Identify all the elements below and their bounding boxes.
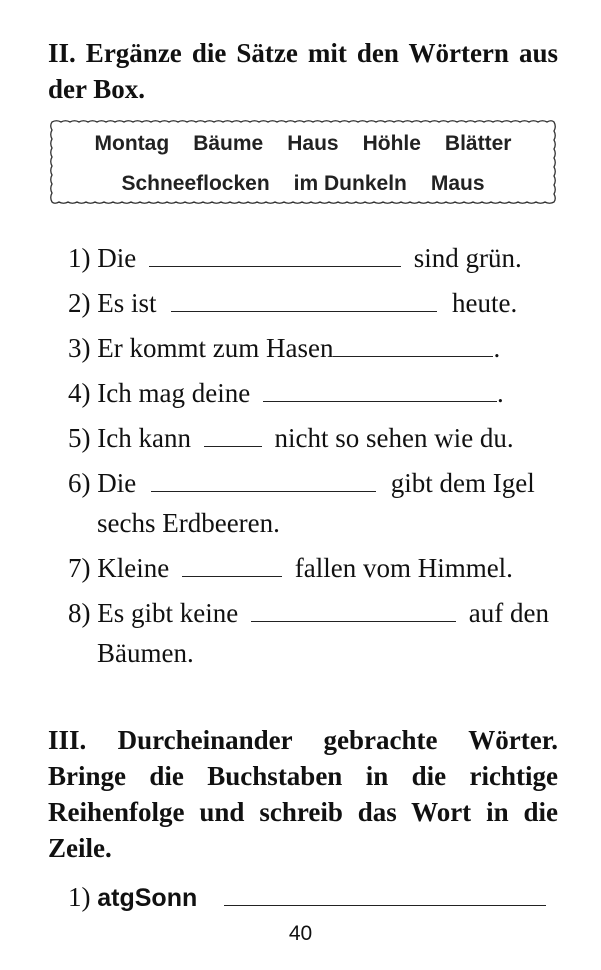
item-continuation: sechs Erdbeeren. [97, 508, 280, 538]
item-number: 5) [68, 423, 91, 453]
item-number: 8) [68, 598, 91, 628]
scramble-item [68, 877, 558, 918]
item-number: 6) [68, 468, 91, 498]
box-word: Schneeflocken [121, 172, 270, 195]
item-text-after: . [496, 378, 504, 408]
box-word: Montag [94, 132, 170, 155]
exercise-item [68, 418, 558, 458]
item-text-before: Es gibt keine [97, 598, 239, 628]
item-text-before: Er kommt zum Hasen [97, 333, 334, 363]
item-number: 4) [68, 378, 91, 408]
item-text-before: Kleine [97, 553, 170, 583]
box-word: im Dunkeln [293, 172, 407, 195]
item-number: 1) [68, 243, 91, 273]
page-number: 40 [288, 922, 313, 945]
answer-blank[interactable] [182, 548, 282, 577]
item-text-before: Ich mag deine [97, 378, 251, 408]
answer-blank[interactable] [204, 418, 262, 447]
item-text-after: fallen vom Himmel. [294, 553, 513, 583]
exercise-item [68, 328, 558, 368]
item-text-before: Die [97, 468, 137, 498]
item-text-after: auf den [468, 598, 549, 628]
scrambled-word: atgSonn [97, 884, 198, 912]
item-text-after: heute. [452, 288, 518, 318]
answer-blank[interactable] [151, 463, 376, 492]
box-word: Blätter [444, 132, 512, 155]
exercise-item [68, 463, 558, 503]
box-word: Höhle [362, 132, 421, 155]
item-text-after: . [493, 333, 501, 363]
item-continuation: Bäumen. [97, 638, 194, 668]
item-number: 3) [68, 333, 91, 363]
word-box-row-2 [48, 172, 558, 196]
box-word: Bäume [193, 132, 264, 155]
item-text-before: Die [97, 243, 137, 273]
item-number: 2) [68, 288, 91, 318]
box-word: Haus [287, 132, 339, 155]
exercise-item [68, 593, 558, 633]
item-text-before: Es ist [97, 288, 157, 318]
item-number: 7) [68, 553, 91, 583]
answer-blank[interactable] [263, 373, 497, 402]
exercise-item [68, 373, 558, 413]
answer-blank[interactable] [224, 877, 546, 906]
item-text-before: Ich kann [97, 423, 191, 453]
item-text-after: sind grün. [413, 243, 522, 273]
exercise-item [68, 548, 558, 588]
exercise-item [68, 238, 558, 278]
section-3-heading: III. Durcheinander gebrachte Wörter. Bringe die Buchstaben in die richtige Reihenfolge und schreib das Wort in die Zeile. [48, 725, 558, 863]
item-number: 1) [68, 882, 91, 912]
answer-blank[interactable] [251, 593, 456, 622]
item-text-after: nicht so sehen wie du. [274, 423, 514, 453]
exercise-item [68, 283, 558, 323]
item-text-after: gibt dem Igel [390, 468, 535, 498]
box-word: Maus [430, 172, 485, 195]
word-box-row-1 [48, 132, 558, 156]
answer-blank[interactable] [333, 328, 493, 357]
answer-blank[interactable] [149, 238, 401, 267]
answer-blank[interactable] [171, 283, 437, 312]
word-box [48, 116, 558, 208]
section-2-heading: II. Ergänze die Sätze mit den Wörtern aus der Box. [48, 38, 558, 104]
